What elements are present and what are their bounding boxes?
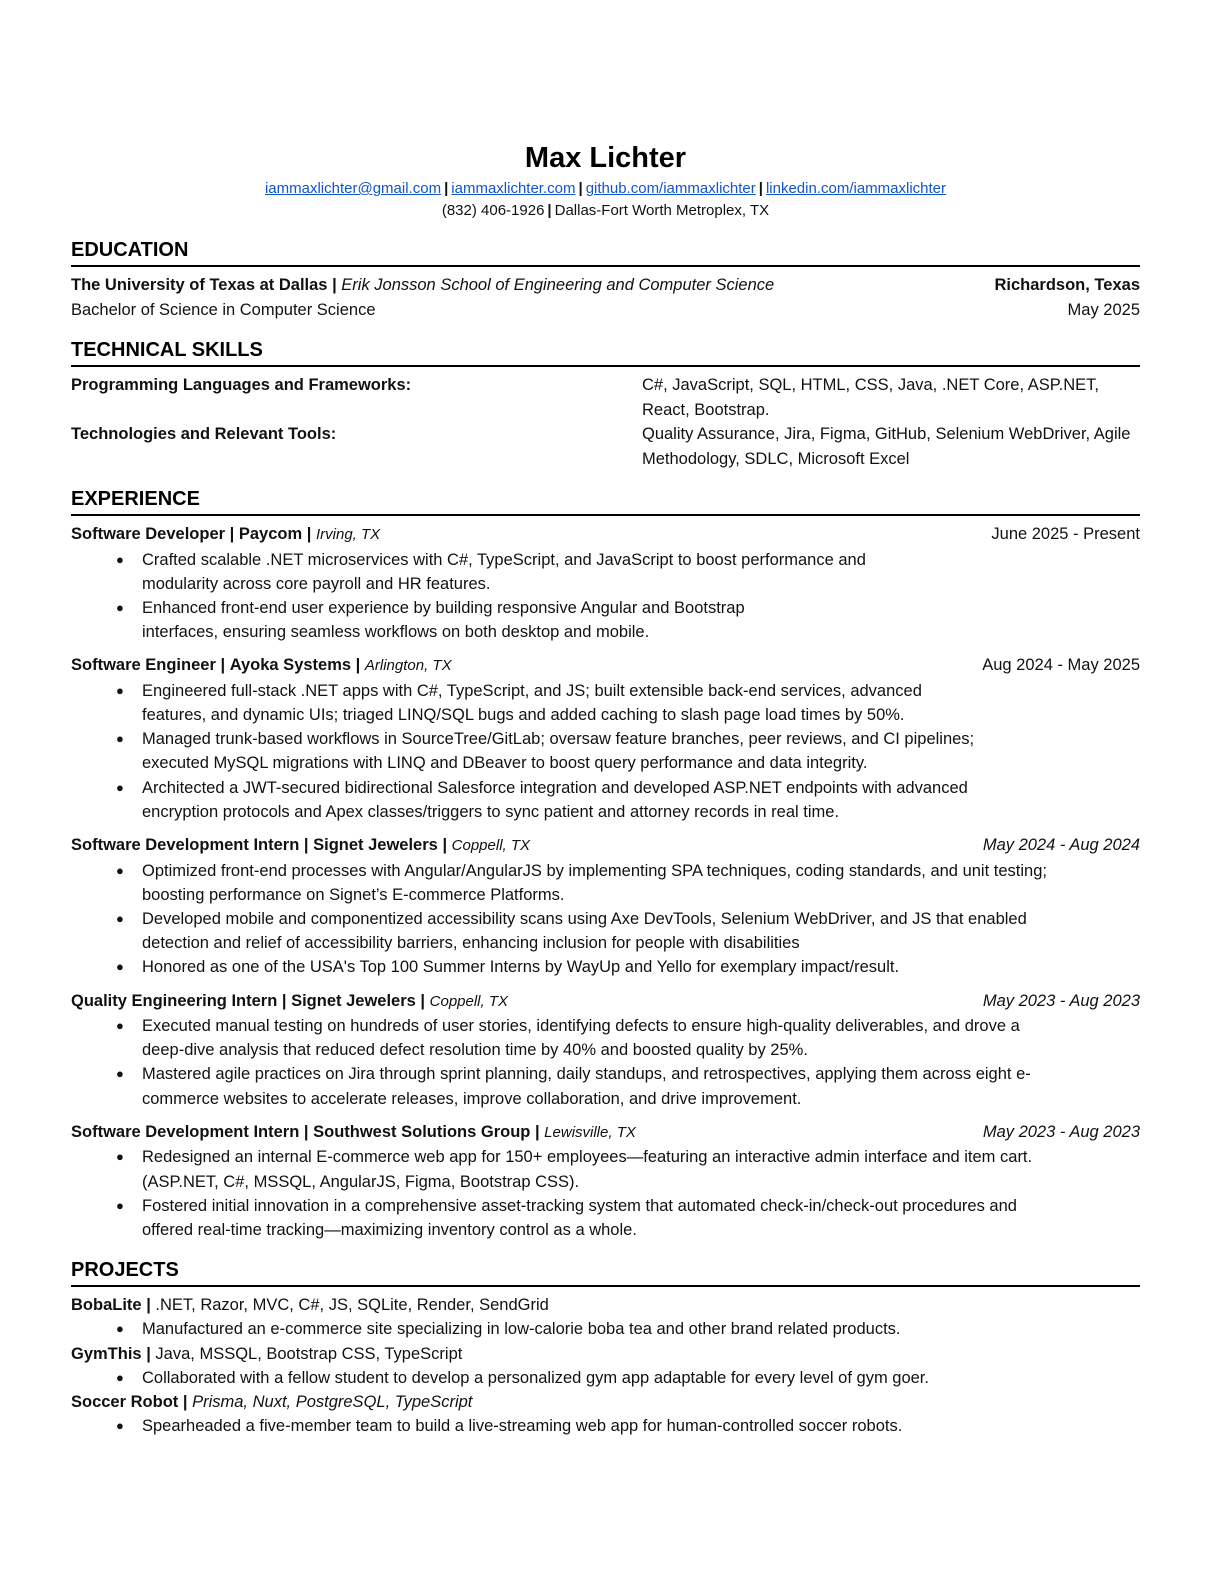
project-tech: Java, MSSQL, Bootstrap CSS, TypeScript <box>155 1344 463 1363</box>
skills-label: Programming Languages and Frameworks: <box>71 376 412 394</box>
project-name: BobaLite <box>71 1296 142 1315</box>
bullet-item: ● Enhanced front-end user experience by building responsive Angular and Bootstrap interfaces, ensuring seamless workflows on both desktop and mobile. <box>71 596 822 644</box>
bullet-item: ● Redesigned an internal E-commerce web app for 150+ employees—featuring an interactive admin interface and item cart. (ASP.NET, C#, MSSQL, AngularJS, Figma, Bootstrap CSS). <box>71 1145 1042 1193</box>
college-name: Erik Jonsson School of Engineering and Computer Science <box>341 276 775 294</box>
skills-row <box>71 373 1140 422</box>
job-dates: May 2024 - Aug 2024 <box>982 836 1140 855</box>
skills-value: Quality Assurance, Jira, Figma, GitHub, Selenium WebDriver, Agile Methodology, SDLC, Microsoft Excel <box>642 425 1131 468</box>
project-bullets <box>71 1317 1140 1341</box>
degree-row <box>71 298 1140 323</box>
project-name: Soccer Robot <box>71 1392 179 1411</box>
project-bullets <box>71 1366 1140 1390</box>
section-title: TECHNICAL SKILLS <box>71 336 1140 367</box>
job-bullets <box>71 1014 1140 1111</box>
job-company: Signet Jewelers <box>291 991 416 1010</box>
job-dates: June 2025 - Present <box>991 525 1140 543</box>
job-company: Signet Jewelers <box>313 836 438 855</box>
project-header: Soccer Robot | Prisma, Nuxt, PostgreSQL, TypeScript <box>71 1392 473 1411</box>
resume-page <box>71 0 1140 1438</box>
separator: | <box>578 180 583 197</box>
skills-value: C#, JavaScript, SQL, HTML, CSS, Java, .NET Core, ASP.NET, React, Bootstrap. <box>642 376 1099 419</box>
job-role: Software Development Intern <box>71 836 300 855</box>
website-link[interactable]: iammaxlichter.com <box>451 180 576 197</box>
job-bullets <box>71 679 1140 824</box>
job-location: Coppell, TX <box>429 992 509 1010</box>
job-entry <box>71 833 1140 980</box>
bullet-item: ● Engineered full-stack .NET apps with C#, TypeScript, and JS; built extensible back-end services, advanced features, and dynamic UIs; triaged LINQ/SQL bugs and added caching to slash page load times by 50%. <box>71 679 982 727</box>
skills-section <box>71 336 1140 471</box>
job-location: Coppell, TX <box>451 837 531 855</box>
section-title: EDUCATION <box>71 236 1140 267</box>
bullet-item: ● Optimized front-end processes with Angular/AngularJS by implementing SPA techniques, coding standards, and unit testing; boosting performance on Signet’s E-commerce Platforms. <box>71 859 1052 907</box>
job-location: Arlington, TX <box>364 657 452 675</box>
job-header: Software Development Intern | Southwest Solutions Group | Lewisville, TX May 2023 - Aug 2023 <box>71 1120 1140 1146</box>
job-dates: May 2023 - Aug 2023 <box>982 991 1140 1010</box>
job-bullets <box>71 548 1140 645</box>
school-row: The University of Texas at Dallas | Erik Jonsson School of Engineering and Computer Science Richardson, Texas <box>71 273 1140 298</box>
project-header: BobaLite | .NET, Razor, MVC, C#, JS, SQLite, Render, SendGrid <box>71 1296 549 1315</box>
job-header: Software Engineer | Ayoka Systems | Arlington, TX Aug 2024 - May 2025 <box>71 653 1140 679</box>
experience-section <box>71 485 1140 1242</box>
job-location: Lewisville, TX <box>544 1123 636 1141</box>
skills-label: Technologies and Relevant Tools: <box>71 425 337 443</box>
project-name: GymThis <box>71 1344 142 1363</box>
job-header: Software Development Intern | Signet Jewelers | Coppell, TX May 2024 - Aug 2024 <box>71 833 1140 859</box>
project-tech: .NET, Razor, MVC, C#, JS, SQLite, Render, SendGrid <box>155 1296 549 1315</box>
separator: | <box>547 202 552 219</box>
job-company: Paycom <box>238 525 303 543</box>
bullet-item: ● Architected a JWT-secured bidirectional Salesforce integration and developed ASP.NET endpoints with advanced encryption protocols and Apex classes/triggers to sync patient and attorney records in real time. <box>71 776 1042 824</box>
job-header: Quality Engineering Intern | Signet Jewelers | Coppell, TX May 2023 - Aug 2023 <box>71 989 1140 1015</box>
contact-info <box>71 200 1140 222</box>
bullet-item: ● Manufactured an e-commerce site specializing in low-calorie boba tea and other brand related products. <box>71 1317 1140 1341</box>
bullet-item: ● Spearheaded a five-member team to build a live-streaming web app for human-controlled soccer robots. <box>71 1414 1140 1438</box>
job-entry <box>71 989 1140 1111</box>
job-role: Software Development Intern <box>71 1122 300 1141</box>
resume-header <box>71 0 1140 222</box>
project-bullets <box>71 1414 1140 1438</box>
job-entry <box>71 653 1140 824</box>
separator: | <box>758 180 763 197</box>
candidate-name: Max Lichter <box>524 142 687 174</box>
email-link[interactable]: iammaxlichter@gmail.com <box>264 180 442 197</box>
project-tech: Prisma, Nuxt, PostgreSQL, TypeScript <box>192 1392 473 1411</box>
job-role: Software Engineer <box>71 656 216 675</box>
skills-row <box>71 422 1140 471</box>
job-header: Software Developer | Paycom | Irving, TX June 2025 - Present <box>71 522 1140 548</box>
location: Dallas-Fort Worth Metroplex, TX <box>554 202 770 219</box>
degree: Bachelor of Science in Computer Science <box>71 300 376 319</box>
job-company: Ayoka Systems <box>229 656 352 675</box>
bullet-item: ● Executed manual testing on hundreds of user stories, identifying defects to ensure high-quality deliverables, and drove a deep-dive analysis that reduced defect resolution time by 40% and boosted quality by 25%. <box>71 1014 1042 1062</box>
job-role: Quality Engineering Intern <box>71 991 278 1010</box>
bullet-item: ● Honored as one of the USA's Top 100 Summer Interns by WayUp and Yello for exemplary impact/result. <box>71 955 1132 979</box>
education-section <box>71 236 1140 322</box>
job-dates: Aug 2024 - May 2025 <box>982 656 1140 675</box>
bullet-item: ● Crafted scalable .NET microservices with C#, TypeScript, and JavaScript to boost performance and modularity across core payroll and HR features. <box>71 548 902 596</box>
bullet-item: ● Collaborated with a fellow student to develop a personalized gym app adaptable for every level of gym goer. <box>71 1366 1140 1390</box>
school-location: Richardson, Texas <box>994 276 1140 294</box>
job-entry <box>71 522 1140 644</box>
job-dates: May 2023 - Aug 2023 <box>982 1122 1140 1141</box>
job-bullets <box>71 1145 1140 1242</box>
linkedin-link[interactable]: linkedin.com/iammaxlichter <box>765 180 947 197</box>
job-role: Software Developer <box>71 525 226 543</box>
job-entry <box>71 1120 1140 1242</box>
bullet-item: ● Mastered agile practices on Jira through sprint planning, daily standups, and retrospectives, applying them across eight e-commerce websites to accelerate releases, improve collaboration, and drive improvement. <box>71 1062 1042 1110</box>
project-header: GymThis | Java, MSSQL, Bootstrap CSS, TypeScript <box>71 1344 463 1363</box>
github-link[interactable]: github.com/iammaxlichter <box>585 180 756 197</box>
contact-links <box>71 178 1140 200</box>
school-name: The University of Texas at Dallas <box>71 276 328 294</box>
job-location: Irving, TX <box>315 526 381 543</box>
job-bullets <box>71 859 1140 980</box>
section-title: PROJECTS <box>71 1256 1140 1287</box>
section-title: EXPERIENCE <box>71 485 1140 516</box>
bullet-item: ● Fostered initial innovation in a comprehensive asset-tracking system that automated check-in/check-out procedures and offered real-time tracking—maximizing inventory control as a whole. <box>71 1194 1022 1242</box>
bullet-item: ● Managed trunk-based workflows in SourceTree/GitLab; oversaw feature branches, peer reviews, and CI pipelines; executed MySQL migrations with LINQ and DBeaver to boost query performance and data integrity. <box>71 727 1042 775</box>
bullet-item: ● Developed mobile and componentized accessibility scans using Axe DevTools, Selenium WebDriver, and JS that enabled detection and relief of accessibility barriers, enhancing inclusion for people with disabilities <box>71 907 1052 955</box>
graduation-date: May 2025 <box>1067 300 1140 319</box>
separator: | <box>444 180 449 197</box>
phone-number: (832) 406-1926 <box>441 202 545 219</box>
projects-section <box>71 1256 1140 1438</box>
job-company: Southwest Solutions Group <box>313 1122 531 1141</box>
